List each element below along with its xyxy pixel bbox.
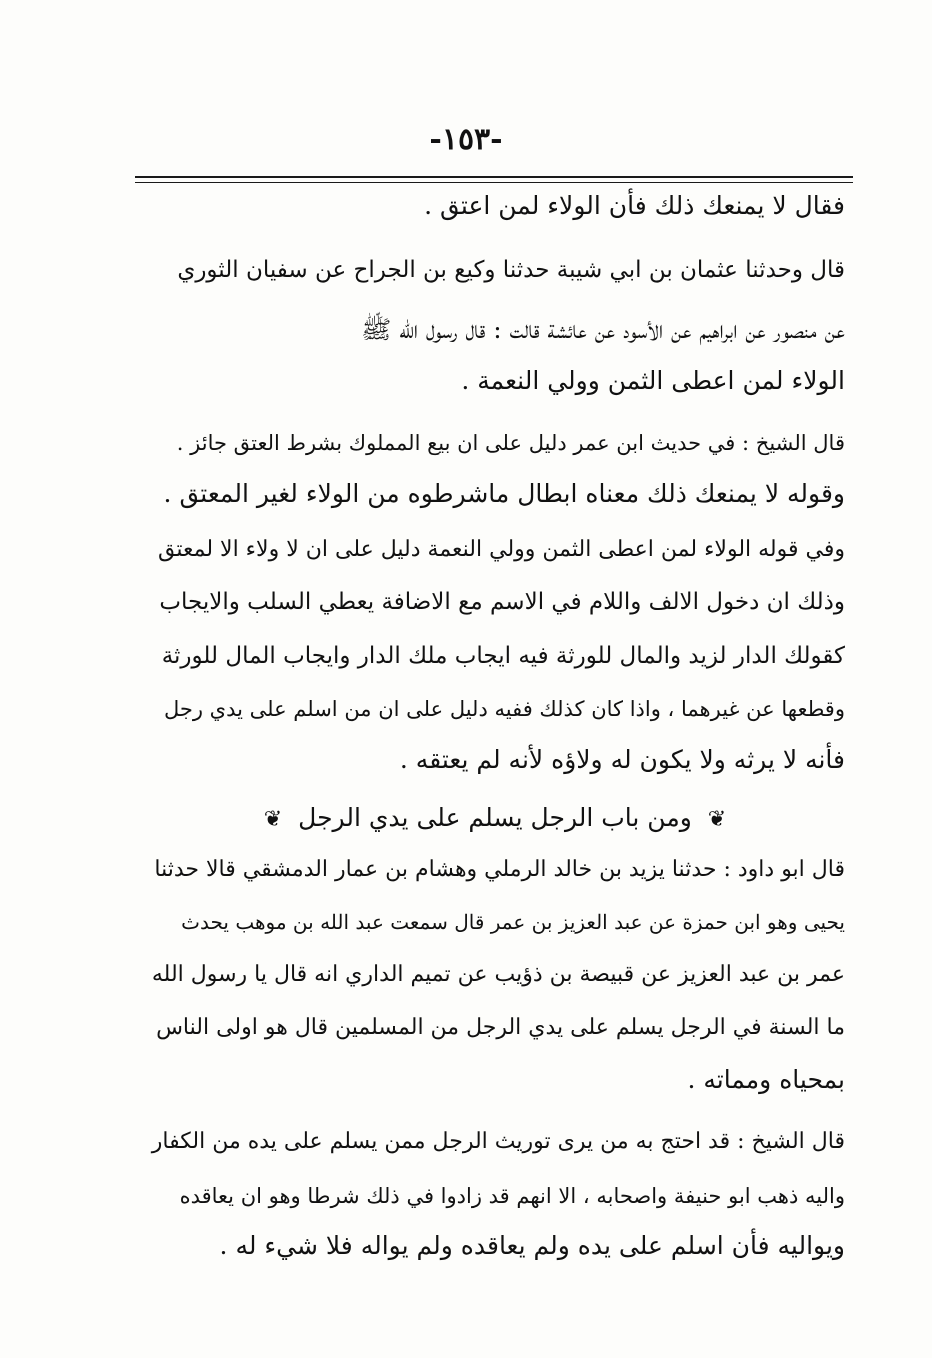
text-line: بمحياه ومماته . bbox=[687, 1065, 845, 1094]
text-line: قال الشيخ : في حديث ابن عمر دليل على ان بيع المملوك بشرط العتق جائز . bbox=[176, 431, 845, 455]
text-line: قال ابو داود : حدثنا يزيد بن خالد الرملي وهشام بن عمار الدمشقي قالا حدثنا bbox=[154, 857, 845, 882]
text-line: قال الشيخ : قد احتج به من يرى توريث الرجل ممن يسلم على يده من الكفار bbox=[151, 1129, 845, 1154]
text-line: عن منصور عن ابراهيم عن الأسود عن عائشة قالت : قال رسول الله ﷺ bbox=[361, 315, 845, 344]
header-rule bbox=[135, 176, 853, 178]
section-heading-text: ومن باب الرجل يسلم على يدي الرجل bbox=[298, 803, 692, 832]
header-rule-thin bbox=[135, 182, 853, 183]
text-line: وقوله لا يمنعك ذلك معناه ابطال ماشرطوه من الولاء لغير المعتق . bbox=[163, 479, 845, 508]
text-line: يحيى وهو ابن حمزة عن عبد العزيز بن عمر قال سمعت عبد الله بن موهب يحدث bbox=[181, 910, 845, 934]
text-line: فأنه لا يرثه ولا يكون له ولاؤه لأنه لم يعتقه . bbox=[399, 745, 845, 774]
text-line: وفي قوله الولاء لمن اعطى الثمن وولي النعمة دليل على ان لا ولاء الا لمعتق bbox=[158, 537, 845, 562]
section-heading bbox=[195, 798, 795, 838]
text-line: قال وحدثنا عثمان بن ابي شيبة حدثنا وكيع بن الجراح عن سفيان الثوري bbox=[177, 257, 845, 283]
text-line: عمر بن عبد العزيز عن قبيصة بن ذؤيب عن تميم الداري انه قال يا رسول الله bbox=[151, 962, 845, 987]
text-line: وقطعها عن غيرهما ، واذا كان كذلك ففيه دليل على ان من اسلم على يدي رجل bbox=[163, 697, 845, 721]
text-line: وذلك ان دخول الالف واللام في الاسم مع الاضافة يعطي السلب والايجاب bbox=[159, 589, 845, 615]
ornament-icon: ❦ bbox=[263, 807, 283, 832]
text-line: كقولك الدار لزيد والمال للورثة فيه ايجاب ملك الدار وايجاب المال للورثة bbox=[161, 643, 845, 669]
text-line: الولاء لمن اعطى الثمن وولي النعمة . bbox=[461, 366, 845, 395]
page-number: -١٥٣- bbox=[429, 122, 503, 157]
text-line: واليه ذهب ابو حنيفة واصحابه ، الا انهم قد زادوا في ذلك شرطا وهو ان يعاقده bbox=[179, 1184, 845, 1208]
ornament-icon: ❦ bbox=[707, 807, 727, 832]
text-line: فقال لا يمنعك ذلك فأن الولاء لمن اعتق . bbox=[424, 191, 845, 220]
text-line: ما السنة في الرجل يسلم على يدي الرجل من المسلمين قال هو اولى الناس bbox=[156, 1015, 845, 1040]
text-line: ويواليه فأن اسلم على يده ولم يعاقده ولم يواله فلا شيء له . bbox=[219, 1231, 845, 1260]
